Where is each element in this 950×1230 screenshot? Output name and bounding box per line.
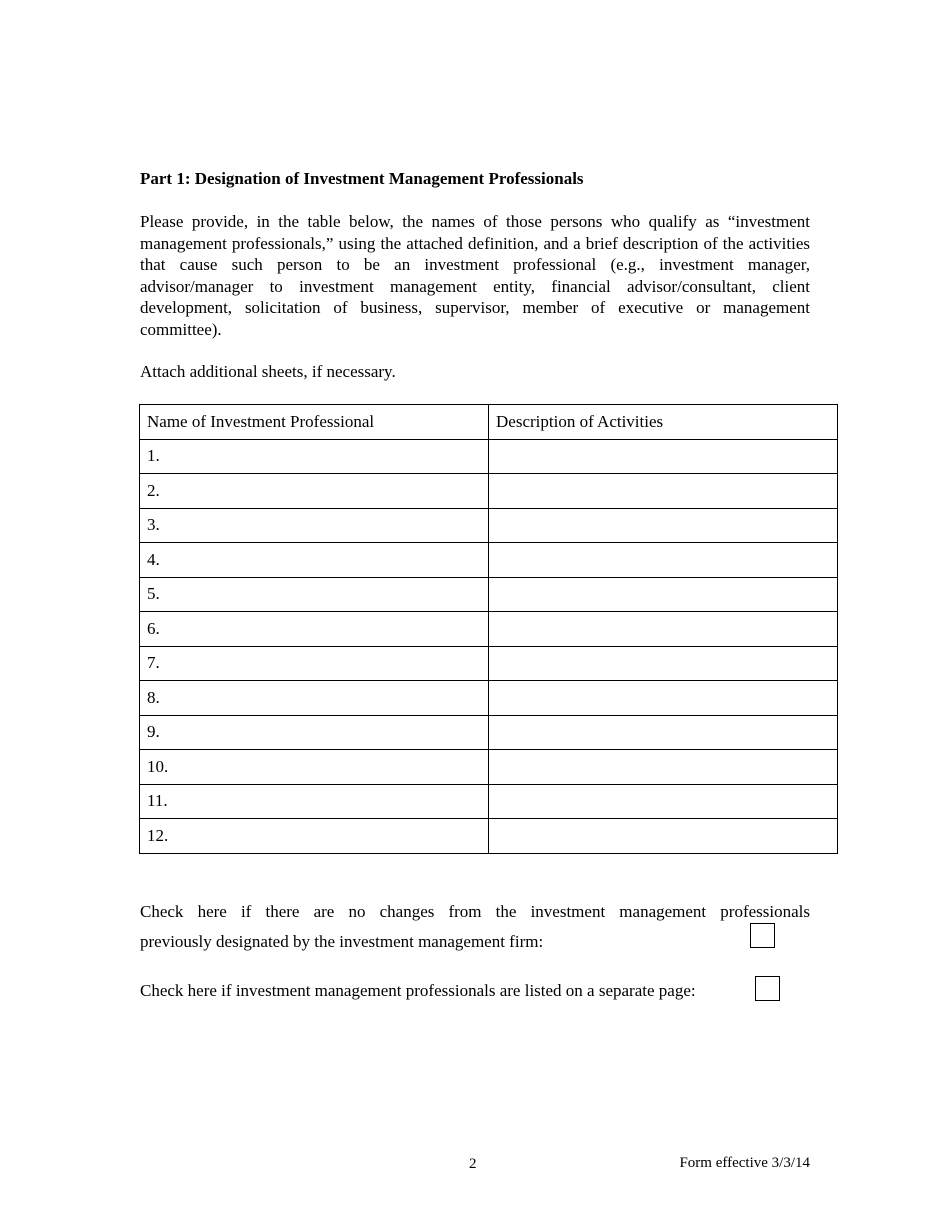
table-row — [140, 508, 838, 543]
table-row — [140, 715, 838, 750]
section-heading: Part 1: Designation of Investment Management Professionals — [140, 169, 584, 188]
no-changes-line-2: previously designated by the investment management firm: — [140, 932, 544, 951]
row-name-cell[interactable]: 4. — [140, 543, 489, 578]
table-row — [140, 612, 838, 647]
table-row — [140, 439, 838, 474]
no-changes-checkbox[interactable] — [750, 923, 775, 948]
row-description-cell[interactable] — [489, 715, 838, 750]
table-header-row — [140, 405, 838, 440]
table-row — [140, 784, 838, 819]
row-name-cell[interactable]: 3. — [140, 508, 489, 543]
row-name-cell[interactable]: 1. — [140, 439, 489, 474]
table-row — [140, 474, 838, 509]
table-row — [140, 646, 838, 681]
row-description-cell[interactable] — [489, 439, 838, 474]
no-changes-statement — [140, 897, 810, 957]
table-row — [140, 750, 838, 785]
row-name-cell[interactable]: 7. — [140, 646, 489, 681]
professionals-table — [139, 404, 838, 854]
table-row — [140, 819, 838, 854]
row-name-cell[interactable]: 2. — [140, 474, 489, 509]
separate-page-statement: Check here if investment management professionals are listed on a separate page: — [140, 981, 696, 1000]
row-name-cell[interactable]: 5. — [140, 577, 489, 612]
intro-paragraph: Please provide, in the table below, the names of those persons who qualify as “investment management professionals,” using the attached definition, and a brief description of the activities that cause such person to be an investment professional (e.g., investment manager, advisor/manager to investment management entity, financial advisor/consultant, client development, solicitation of business, supervisor, member of executive or management committee). — [140, 212, 810, 339]
table-row — [140, 681, 838, 716]
row-description-cell[interactable] — [489, 543, 838, 578]
row-name-cell[interactable]: 9. — [140, 715, 489, 750]
row-name-cell[interactable]: 8. — [140, 681, 489, 716]
page-number: 2 — [469, 1156, 477, 1172]
table-row — [140, 543, 838, 578]
row-name-cell[interactable]: 6. — [140, 612, 489, 647]
row-description-cell[interactable] — [489, 508, 838, 543]
row-description-cell[interactable] — [489, 646, 838, 681]
row-name-cell[interactable]: 11. — [140, 784, 489, 819]
header-description: Description of Activities — [489, 405, 838, 440]
form-effective-date: Form effective 3/3/14 — [679, 1155, 810, 1171]
row-description-cell[interactable] — [489, 474, 838, 509]
row-description-cell[interactable] — [489, 784, 838, 819]
header-name: Name of Investment Professional — [140, 405, 489, 440]
row-description-cell[interactable] — [489, 750, 838, 785]
separate-page-checkbox[interactable] — [755, 976, 780, 1001]
table-row — [140, 577, 838, 612]
no-changes-line-1: Check here if there are no changes from the investment management professionals — [140, 902, 810, 921]
row-description-cell[interactable] — [489, 577, 838, 612]
attach-note: Attach additional sheets, if necessary. — [140, 362, 396, 381]
row-name-cell[interactable]: 10. — [140, 750, 489, 785]
row-description-cell[interactable] — [489, 681, 838, 716]
row-description-cell[interactable] — [489, 819, 838, 854]
row-name-cell[interactable]: 12. — [140, 819, 489, 854]
row-description-cell[interactable] — [489, 612, 838, 647]
